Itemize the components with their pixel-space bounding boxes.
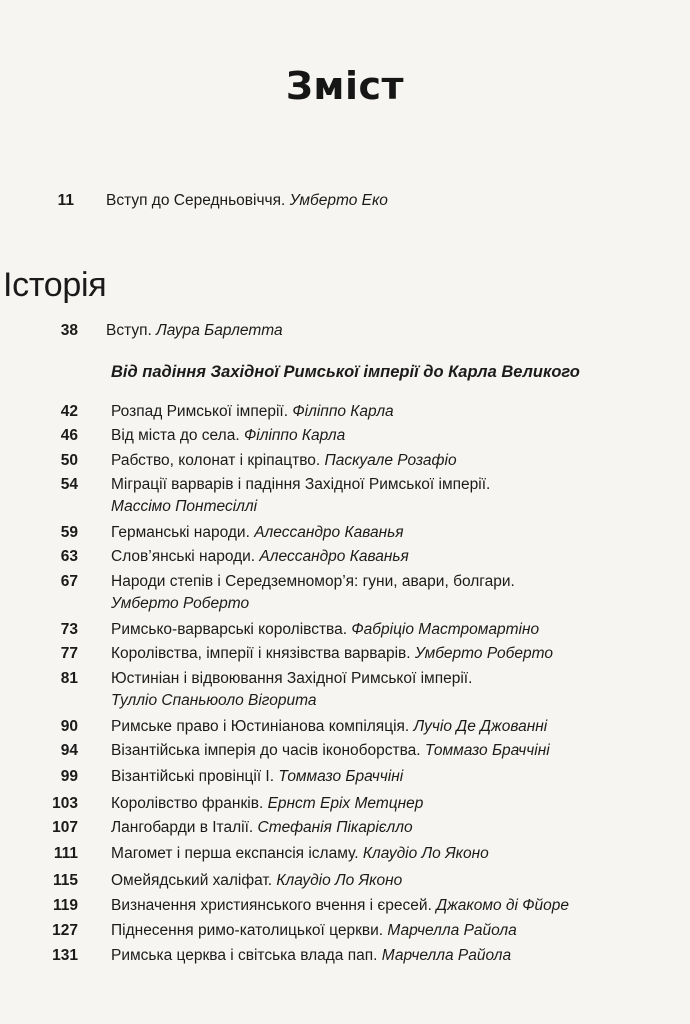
entry-author: Лучіо Де Джованні <box>413 718 548 735</box>
page-number: 90 <box>60 718 78 735</box>
page-number: 127 <box>52 922 78 939</box>
page-number: 103 <box>52 795 78 812</box>
entry-title: Міграції варварів і падіння Західної Римської імперії. <box>111 476 491 493</box>
page-title: Зміст <box>285 64 405 108</box>
entry-author: Філіппо Карла <box>243 427 346 444</box>
entry-title: Юстиніан і відвоювання Західної Римської імперії. <box>111 670 473 687</box>
entry-author: Алессандро Каванья <box>259 548 409 565</box>
page-number: 42 <box>60 403 78 420</box>
entry-text <box>111 571 671 615</box>
page-number: 67 <box>60 573 78 590</box>
entry-text <box>106 320 666 342</box>
entry-text <box>111 793 671 815</box>
entry-author: Умберто Роберто <box>111 595 250 612</box>
entry-title: Піднесення римо-католицької церкви. <box>111 922 388 939</box>
page-number: 131 <box>52 947 78 964</box>
entry-text <box>111 740 671 762</box>
entry-text <box>111 450 671 472</box>
entry-title: Вступ. <box>106 322 157 339</box>
entry-title: Від міста до села. <box>111 427 244 444</box>
entry-author: Массімо Понтесіллі <box>111 498 258 515</box>
entry-author: Фабріціо Мастромартіно <box>351 621 540 638</box>
entry-title: Лангобарди в Італії. <box>111 819 258 836</box>
page-number: 119 <box>52 897 78 914</box>
entry-author: Філіппо Карла <box>292 403 394 420</box>
page-number: 63 <box>60 548 78 565</box>
entry-title: Вступ до Середньовіччя. <box>106 192 290 209</box>
entry-author: Клаудіо Ло Яконо <box>362 845 489 862</box>
entry-author: Томмазо Браччіні <box>278 768 404 785</box>
page-number: 107 <box>52 819 78 836</box>
entry-text <box>111 920 671 942</box>
entry-author: Томмазо Браччіні <box>424 742 550 759</box>
entry-author: Клаудіо Ло Яконо <box>276 872 403 889</box>
page-number: 94 <box>60 742 78 759</box>
entry-title: Римське право і Юстиніанова компіляція. <box>111 718 414 735</box>
entry-title: Слов’янські народи. <box>111 548 260 565</box>
entry-title: Римсько-варварські королівства. <box>111 621 352 638</box>
page-number: 111 <box>53 845 78 862</box>
entry-title: Королівства, імперії і князівства варварів. <box>111 645 415 662</box>
entry-text <box>111 425 671 447</box>
section-title: Історія <box>3 266 107 304</box>
page-number: 99 <box>60 768 78 785</box>
subsection-heading: Від падіння Західної Римської імперії до Карла Великого <box>111 363 580 381</box>
page-number: 46 <box>60 427 78 444</box>
page-number: 59 <box>60 524 78 541</box>
entry-text <box>111 522 671 544</box>
entry-author: Алессандро Каванья <box>254 524 404 541</box>
entry-title: Народи степів і Середземномор’я: гуни, авари, болгари. <box>111 573 515 590</box>
entry-title: Розпад Римської імперії. <box>111 403 293 420</box>
entry-text <box>111 817 671 839</box>
entry-author: Умберто Роберто <box>414 645 553 662</box>
entry-title: Римська церква і світська влада пап. <box>111 947 382 964</box>
page-number: 54 <box>60 476 78 493</box>
entry-title: Магомет і перша експансія ісламу. <box>111 845 363 862</box>
entry-author: Лаура Барлетта <box>156 322 283 339</box>
entry-author: Джакомо ді Фйоре <box>436 897 569 914</box>
entry-title: Королівство франків. <box>111 795 268 812</box>
entry-text <box>111 766 671 788</box>
entry-text <box>106 190 666 212</box>
page-number: 81 <box>60 670 78 687</box>
entry-author: Тулліо Спаньюоло Вігорита <box>111 692 317 709</box>
entry-text <box>111 619 671 641</box>
entry-title: Рабство, колонат і кріпацтво. <box>111 452 325 469</box>
entry-text <box>111 843 671 865</box>
entry-author: Марчелла Райола <box>381 947 512 964</box>
page-number: 73 <box>60 621 78 638</box>
entry-author: Ернст Еріх Метцнер <box>267 795 424 812</box>
entry-text <box>111 895 671 917</box>
entry-title: Германські народи. <box>111 524 255 541</box>
entry-title: Визначення християнського вчення і єресей. <box>111 897 437 914</box>
page-number: 50 <box>60 452 78 469</box>
entry-text <box>111 474 671 518</box>
entry-text <box>111 716 671 738</box>
entry-text <box>111 870 671 892</box>
entry-author: Марчелла Райола <box>387 922 517 939</box>
entry-text <box>111 643 671 665</box>
page-number: 11 <box>57 192 74 209</box>
entry-title: Візантійські провінції I. <box>111 768 279 785</box>
entry-author: Стефанія Пікарієлло <box>257 819 413 836</box>
entry-title: Омейядський халіфат. <box>111 872 277 889</box>
entry-author: Умберто Еко <box>289 192 388 209</box>
page-number: 115 <box>52 872 78 889</box>
entry-text <box>111 668 671 712</box>
entry-author: Паскуале Розафіо <box>324 452 457 469</box>
page-number: 77 <box>60 645 78 662</box>
page-number: 38 <box>60 322 78 339</box>
entry-text <box>111 546 671 568</box>
entry-title: Візантійська імперія до часів іконоборства. <box>111 742 425 759</box>
entry-text <box>111 401 671 423</box>
entry-text <box>111 945 671 967</box>
